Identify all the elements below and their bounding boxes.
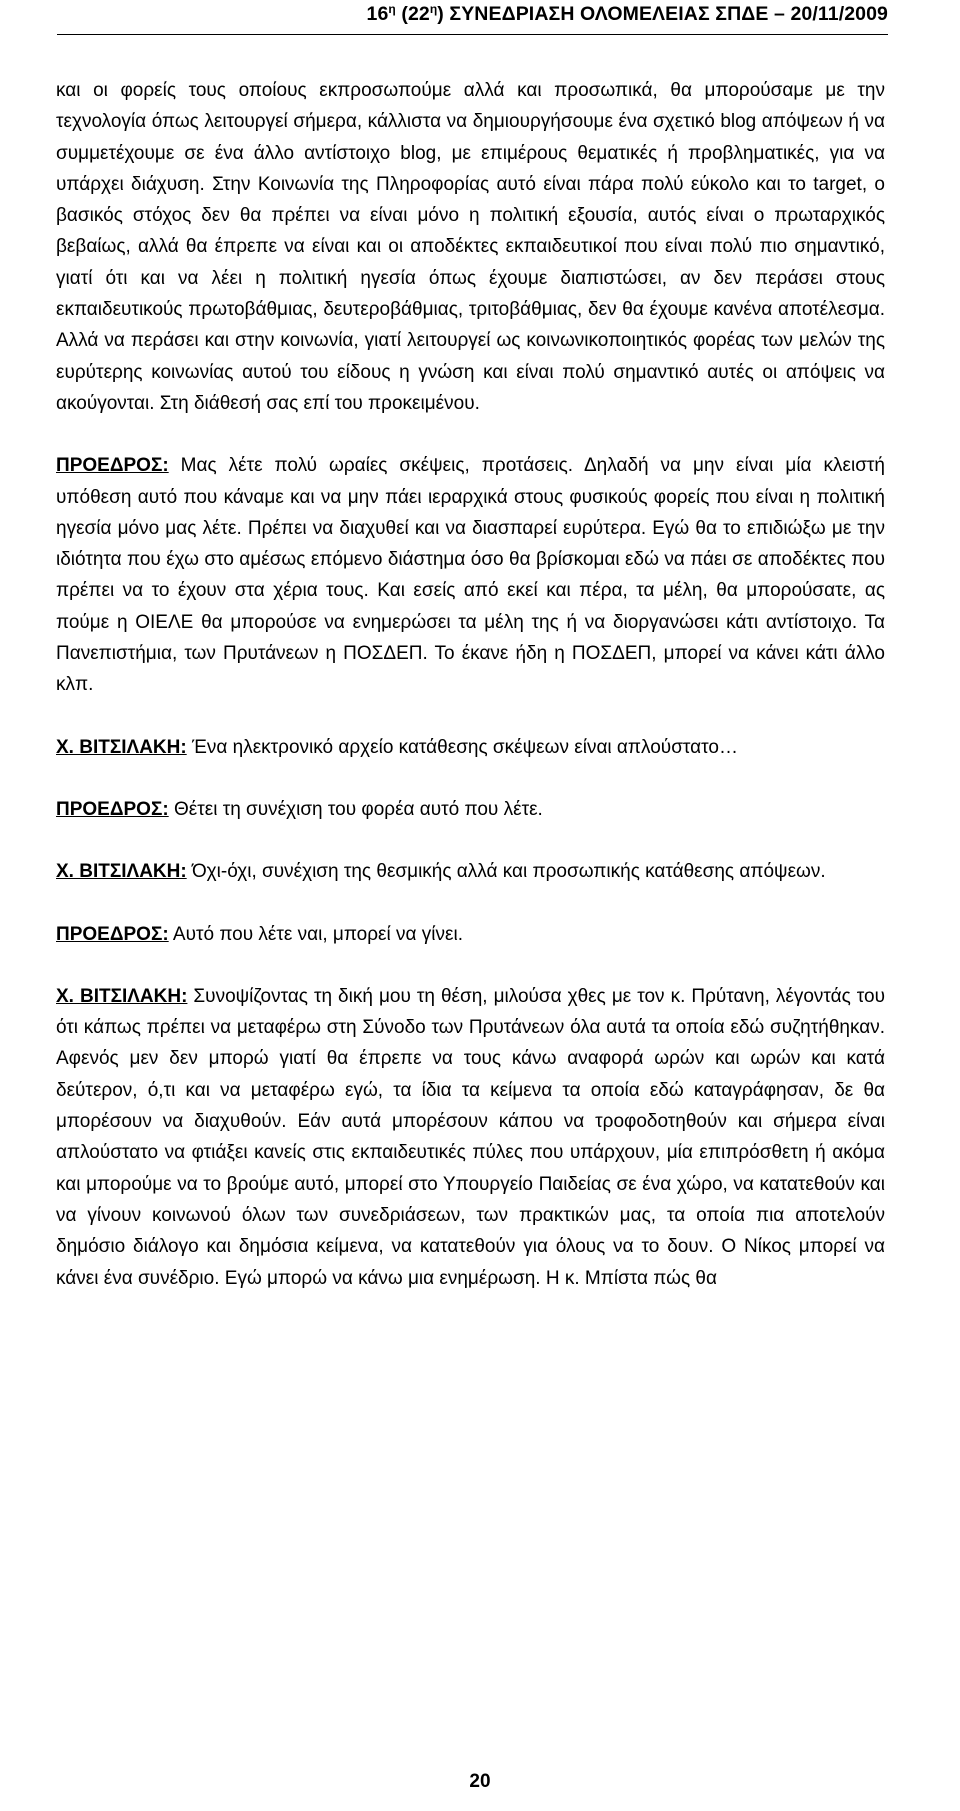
page-header [0, 0, 960, 54]
speaker-name: ΠΡΟΕΔΡΟΣ: [56, 798, 169, 820]
speaker-name: Χ. ΒΙΤΣΙΛΑΚΗ: [56, 985, 188, 1007]
page-number: 20 [469, 1771, 491, 1792]
transcript-body [56, 75, 885, 1325]
session-title [367, 3, 889, 26]
speech-text: Όχι-όχι, συνέχιση της θεσμικής αλλά και προσωπικής κατάθεσης απόψεων. [186, 861, 826, 883]
speech-text: και οι φορείς τους οποίους εκπροσωπούμε αλλά και προσωπικά, θα μπορούσαμε με την τεχνολογία όπως λειτουργεί σήμερα, κάλλιστα να δημιουργήσουμε ένα σχετικό blog απόψεων ή να συμμετέχουμε σε ένα άλλο αντίστοιχο blog, με επιμέρους θεματικές ή προβληματικές, για να υπάρχει διάχυση. Στην Κοινωνία της Πληροφορίας αυτό είναι πάρα πολύ εύκολο και το target, ο βασικός στόχος δεν θα πρέπει να είναι μόνο η πολιτική εξουσία, αυτός είναι ο πρωταρχικός βεβαίως, αλλά θα έπρεπε να είναι και οι αποδέκτες εκπαιδευτικοί που είναι πολύ πιο σημαντικό, γιατί ότι και να λέει η πολιτική ηγεσία όπως έχουμε διαπιστώσει, αν δεν περάσει στους εκπαιδευτικούς πρωτοβάθμιας, δευτεροβάθμιας, τριτοβάθμιας, δεν θα έχουμε κανένα αποτέλεσμα. Αλλά να περάσει και στην κοινωνία, γιατί λειτουργεί ως κοινωνικοποιητικός φορέας των μελών της ευρύτερης κοινωνίας αυτού του είδους η γνώση και είναι πολύ σημαντικό αυτές οι απόψεις να ακούγονται. Στη διάθεσή σας επί του προκειμένου. [56, 80, 885, 414]
speech-text: Αυτό που λέτε ναι, μπορεί να γίνει. [168, 923, 463, 945]
transcript-paragraph [56, 981, 885, 1294]
speaker-name: ΠΡΟΕΔΡΟΣ: [56, 455, 169, 477]
speech-text: Θέτει τη συνέχιση του φορέα αυτό που λέτε. [168, 798, 543, 820]
transcript-paragraph [56, 856, 885, 887]
session-count-open: (22 [395, 3, 430, 25]
transcript-paragraph [56, 794, 885, 825]
transcript-paragraph [56, 75, 885, 419]
speech-text: Συνοψίζοντας τη δική μου τη θέση, μιλούσα χθες με τον κ. Πρύτανη, λέγοντάς του ότι κάπως πρέπει να μεταφέρω στη Σύνοδο των Πρυτάνεων όλα αυτά τα οποία εδώ συζητήθηκαν. Αφενός μεν δεν μπορώ γιατί θα έπρεπε να τους κάνω αναφορά ωρών και ωρών και κατά δεύτερον, ό,τι και να μεταφέρω εγώ, τα ίδια τα κείμενα τα οποία εδώ καταγράφησαν, δε θα μπορέσουν να διαχυθούν. Εάν αυτά μπορέσουν κάπου να τροφοδοτηθούν και σήμερα είναι απλούστατο να φτιάξει κανείς στις εκπαιδευτικές πύλες που υπάρχουν, μία επιπρόσθετη ή ακόμα και μπορούμε να το βρούμε αυτό, μπορεί στο Υπουργείο Παιδείας σε ένα χώρο, να κατατεθούν και να γίνουν κοινωνού όλων των συνεδριάσεων, των πρακτικών μας, τα οποία πια αποτελούν δημόσιο διάλογο και δημόσια κείμενα, να κατατεθούν για όλους να το δουν. Ο Νίκος μπορεί να κάνει ένα συνέδριο. Εγώ μπορώ να κάνω μια ενημέρωση. Η κ. Μπίστα πώς θα [56, 985, 885, 1289]
transcript-paragraph [56, 919, 885, 950]
session-number-suffix: η [388, 2, 396, 16]
session-count-suffix: η [429, 2, 438, 16]
transcript-paragraph [56, 450, 885, 700]
speaker-name: Χ. ΒΙΤΣΙΛΑΚΗ: [56, 736, 187, 758]
speaker-name: ΠΡΟΕΔΡΟΣ: [56, 923, 169, 945]
speech-text: Ένα ηλεκτρονικό αρχείο κατάθεσης σκέψεων είναι απλούστατο… [186, 736, 738, 758]
session-number: 16 [366, 3, 389, 25]
session-title-rest: ) ΣΥΝΕΔΡΙΑΣΗ ΟΛΟΜΕΛΕΙΑΣ ΣΠΔΕ – 20/11/2009 [437, 3, 888, 25]
header-divider [57, 34, 888, 35]
transcript-paragraph [56, 732, 885, 763]
speaker-name: Χ. ΒΙΤΣΙΛΑΚΗ: [56, 861, 187, 883]
speech-text: Μας λέτε πολύ ωραίες σκέψεις, προτάσεις. Δηλαδή να μην είναι μία κλειστή υπόθεση αυτό που κάναμε και να μην πάει ιεραρχικά στους φυσικούς φορείς που είναι η πολιτική ηγεσία μόνο μας λέτε. Πρέπει να διαχυθεί και να διασπαρεί ευρύτερα. Εγώ θα το επιδιώξω με την ιδιότητα που έχω στο αμέσως επόμενο διάστημα όσο θα βρίσκομαι εδώ να πάει σε αποδέκτες που πρέπει να το έχουν στα χέρια τους. Και εσείς από εκεί και πέρα, τα μέλη, θα μπορούσατε, ας πούμε η ΟΙΕΛΕ θα μπορούσε να ενημερώσει τα μέλη της ή να διοργανώσει κάτι αντίστοιχο. Τα Πανεπιστήμια, των Πρυτάνεων η ΠΟΣΔΕΠ. Το έκανε ήδη η ΠΟΣΔΕΠ, μπορεί να κάνει κάτι άλλο κλπ. [56, 455, 885, 696]
